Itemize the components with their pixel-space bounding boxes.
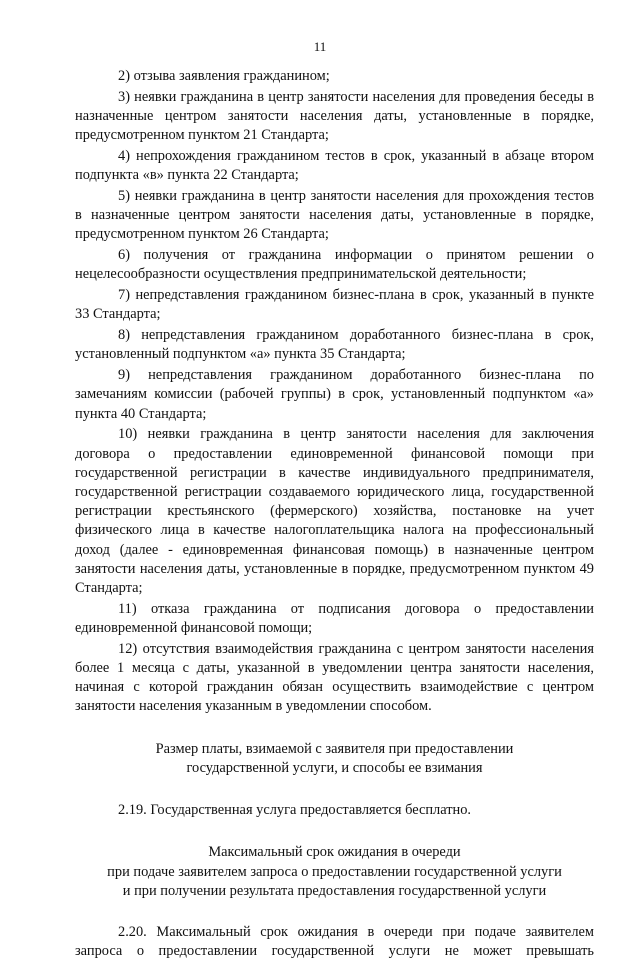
- document-body: [75, 67, 594, 963]
- list-item: 11) отказа гражданина от подписания договора о предоставлении единовременной финансовой помощи;: [75, 600, 594, 637]
- list-item: 5) неявки гражданина в центр занятости населения для прохождения тестов в назначенные центром занятости населения даты, установленные в порядке, предусмотренном пунктом 26 Стандарта;: [75, 188, 594, 243]
- paragraph-2-20: 2.20. Максимальный срок ожидания в очереди при подаче заявителем запроса о предоставлении государственной услуги не может превышать: [75, 924, 594, 960]
- list-item: 10) неявки гражданина в центр занятости населения для заключения договора о предоставлении единовременной финансовой помощи при государственной регистрации в качестве индивидуального предпринимателя, государственной регистрации создаваемого юридического лица, государственной регистрации крестьянского (фермерского) хозяйства, постановке на учет физического лица в качестве налогоплательщика налога на профессиональный доход (далее - единовременная финансовая помощь) в назначенные центром занятости населения даты, установленные в порядке, предусмотренном пунктом 49 Стандарта;: [75, 426, 594, 597]
- section-heading-fee-line: государственной услуги, и способы ее взимания: [186, 760, 483, 777]
- section-heading-queue-line: Максимальный срок ожидания в очереди: [208, 844, 461, 861]
- list-item: 2) отзыва заявления гражданином;: [118, 68, 330, 84]
- section-heading-fee-line: Размер платы, взимаемой с заявителя при предоставлении: [155, 741, 514, 758]
- section-heading-queue-line: и при получении результата предоставления государственной услуги: [122, 882, 547, 899]
- list-item: 4) непрохождения гражданином тестов в срок, указанный в абзаце втором подпункта «в» пункта 22 Стандарта;: [75, 148, 594, 184]
- section-heading-queue-line: при подаче заявителем запроса о предоставлении государственной услуги: [107, 863, 562, 880]
- page-number: 11: [313, 39, 327, 54]
- list-item: 7) непредставления гражданином бизнес-плана в срок, указанный в пункте 33 Стандарта;: [75, 287, 594, 323]
- list-item: 6) получения от гражданина информации о принятом решении о нецелесообразности осуществления предпринимательской деятельности;: [75, 247, 594, 283]
- list-item: 8) непредставления гражданином доработанного бизнес-плана в срок, установленный подпунктом «а» пункта 35 Стандарта;: [75, 327, 594, 363]
- list-item: 9) непредставления гражданином доработанного бизнес-плана по замечаниям комиссии (рабочей группы) в срок, установленный подпунктом «а» пункта 40 Стандарта;: [75, 367, 594, 422]
- list-item: 12) отсутствия взаимодействия гражданина с центром занятости населения более 1 месяца с даты, указанной в уведомлении центра занятости населения, начиная с которой гражданин обязан осуществить взаимодействие с центром занятости населения указанным в уведомлении способом.: [75, 640, 594, 715]
- list-item: 3) неявки гражданина в центр занятости населения для проведения беседы в назначенные центром занятости населения даты, установленные в порядке, предусмотренном пунктом 21 Стандарта;: [75, 88, 594, 144]
- paragraph-2-19: 2.19. Государственная услуга предоставляется бесплатно.: [118, 801, 472, 818]
